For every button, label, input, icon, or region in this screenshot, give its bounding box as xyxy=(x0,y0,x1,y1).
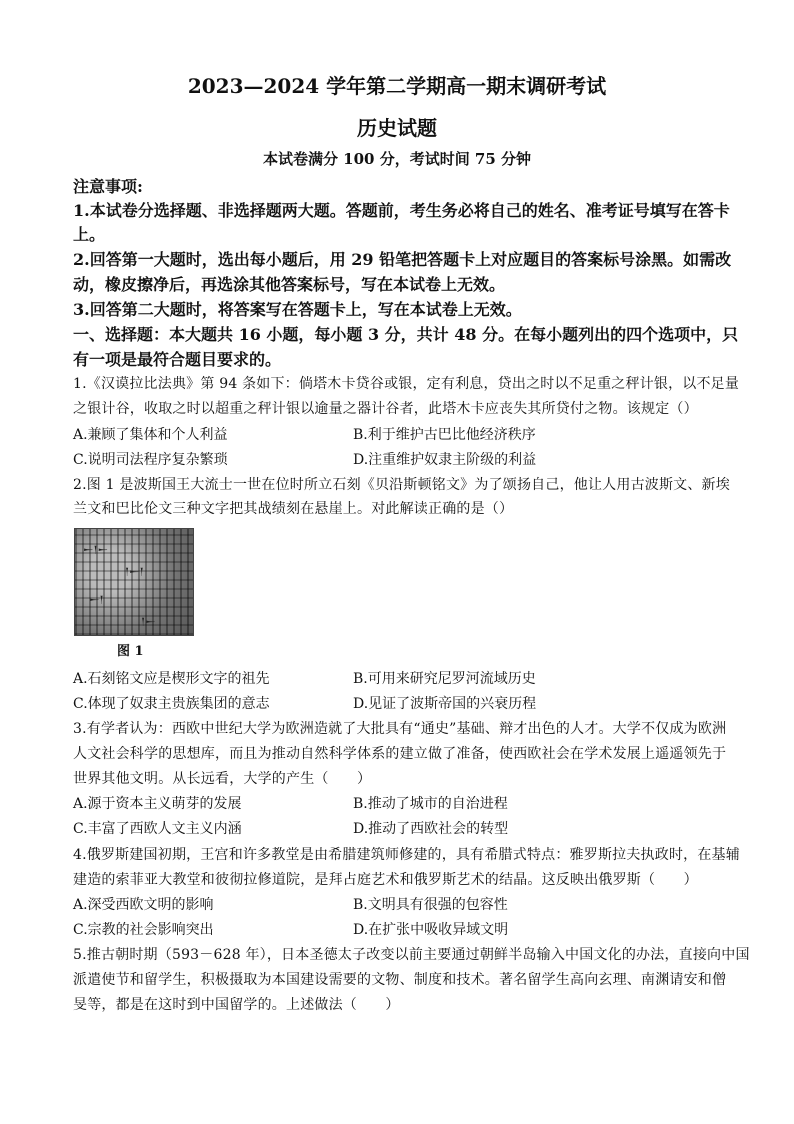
question-3-option-b: B.推动了城市的自治进程 xyxy=(353,796,508,812)
question-2-stem: 2.图 1 是波斯国王大流士一世在位时所立石刻《贝沿斯顿铭文》为了颂扬自己，他让人用古波斯文、新埃 xyxy=(73,477,730,493)
notice-line: 动，橡皮擦净后，再选涂其他答案标号，写在本试卷上无效。 xyxy=(73,275,506,294)
question-3-option-c: C.丰富了西欧人文主义内涵 xyxy=(73,821,242,837)
notice-line: 上。 xyxy=(73,225,106,244)
section-heading: 一、选择题：本大题共 16 小题，每小题 3 分，共计 48 分。在每小题列出的四个选项中，只 xyxy=(73,325,739,344)
question-4-option-b: B.文明具有很强的包容性 xyxy=(353,897,508,913)
notice-line: 1.本试卷分选择题、非选择题两大题。答题前，考生务必将自己的姓名、准考证号填写在答卡 xyxy=(73,201,730,220)
question-4-option-d: D.在扩张中吸收异域文明 xyxy=(353,922,509,938)
question-2-option-c: C.体现了奴隶主贵族集团的意志 xyxy=(73,696,270,712)
question-1-option-c: C.说明司法程序复杂繁琐 xyxy=(73,452,228,468)
behistun-inscription-image: 𒀸𒁹𒀸 𒁹𒀸𒁹 𒀸𒁹 𒁹𒀸 xyxy=(74,528,194,636)
question-3-option-a: A.源于资本主义萌芽的发展 xyxy=(73,796,242,812)
question-1-option-d: D.注重维护奴隶主阶级的利益 xyxy=(353,452,537,468)
notice-line: 3.回答第二大题时，将答案写在答题卡上，写在本试卷上无效。 xyxy=(73,300,522,319)
section-heading: 有一项是最符合题目要求的。 xyxy=(73,350,282,369)
question-3-stem: 3.有学者认为：西欧中世纪大学为欧洲造就了大批具有“通史”基础、辩才出色的人才。大学不仅成为欧洲 xyxy=(73,721,727,737)
question-4-stem: 4.俄罗斯建国初期，王宫和许多教堂是由希腊建筑师修建的，具有希腊式特点：雅罗斯拉夫执政时，在基辅 xyxy=(73,847,740,863)
question-2-option-a: A.石刻铭文应是楔形文字的祖先 xyxy=(73,671,270,687)
question-5-stem: 5.推古朝时期（593－628 年），日本圣德太子改变以前主要通过朝鲜半岛输入中国文化的办法，直接向中国 xyxy=(73,947,750,963)
question-1-stem: 1.《汉谟拉比法典》第 94 条如下：倘塔木卡贷谷或银，定有利息，贷出之时以不足重之秤计银，以不足量 xyxy=(73,376,740,392)
question-3-stem: 人文社会科学的思想库，而且为推动自然科学体系的建立做了准备，使西欧社会在学术发展上遥遥领先于 xyxy=(73,746,727,762)
figure-caption: 图 1 xyxy=(117,644,144,659)
question-4-option-a: A.深受西欧文明的影响 xyxy=(73,897,214,913)
question-1-option-a: A.兼顾了集体和个人利益 xyxy=(73,427,228,443)
subject-title: 历史试题 xyxy=(357,116,437,140)
notice-heading: 注意事项: xyxy=(73,177,143,196)
question-2-option-b: B.可用来研究尼罗河流域历史 xyxy=(353,671,536,687)
question-2-option-d: D.见证了波斯帝国的兴衰历程 xyxy=(353,696,537,712)
question-1-option-b: B.利于维护古巴比他经济秩序 xyxy=(353,427,536,443)
question-1-stem: 之银计谷，收取之时以超重之秤计银以逾量之器计谷者，此塔木卡应丧失其所贷付之物。该规定（） xyxy=(73,401,698,417)
question-5-stem: 派遣使节和留学生，积极摄取为本国建设需要的文物、制度和技术。著名留学生高向玄理、南渊请安和僧 xyxy=(73,972,727,988)
question-5-stem: 旻等，都是在这时到中国留学的。上述做法（ ） xyxy=(73,997,400,1013)
notice-line: 2.回答第一大题时，选出每小题后，用 29 铅笔把答题卡上对应题目的答案标号涂黑。如需改 xyxy=(73,250,732,269)
question-2-stem: 兰文和巴比伦文三种文字把其战绩刻在悬崖上。对此解读正确的是（） xyxy=(73,501,514,517)
question-4-option-c: C.宗教的社会影响突出 xyxy=(73,922,214,938)
question-3-option-d: D.推动了西欧社会的转型 xyxy=(353,821,509,837)
exam-title: 2023—2024 学年第二学期高一期末调研考试 xyxy=(187,74,607,98)
question-3-stem: 世界其他文明。从长远看，大学的产生（ ） xyxy=(73,771,372,787)
exam-info: 本试卷满分 100 分，考试时间 75 分钟 xyxy=(262,150,532,168)
question-4-stem: 建造的索菲亚大教堂和彼彻拉修道院，是拜占庭艺术和俄罗斯艺术的结晶。这反映出俄罗斯（ ） xyxy=(73,872,698,888)
